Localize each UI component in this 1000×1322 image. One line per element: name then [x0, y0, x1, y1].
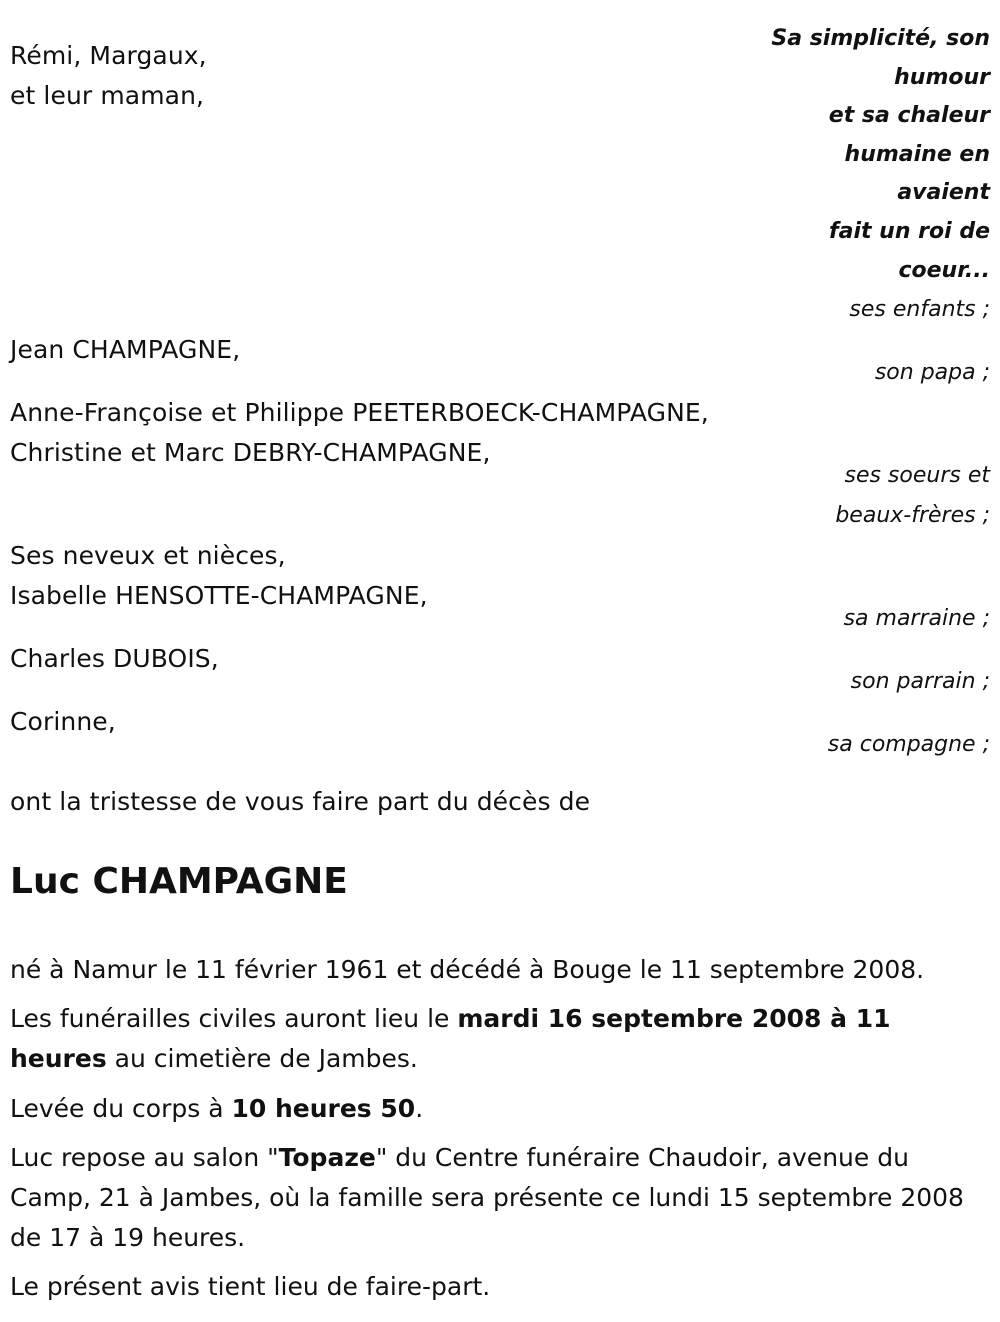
- notice-paragraph: [10, 1267, 970, 1307]
- announcement-text: ont la tristesse de vous faire part du décès de: [10, 787, 591, 816]
- funeral-suffix: au cimetière de Jambes.: [106, 1044, 418, 1073]
- rest-prefix: Luc repose au salon ": [10, 1143, 279, 1172]
- quote-line: Sa simplicité, son: [771, 26, 990, 51]
- role-father: son papa ;: [874, 360, 990, 385]
- partner-name: Corinne,: [10, 707, 116, 736]
- intro-mother: et leur maman,: [10, 81, 205, 110]
- quote-line: et sa chaleur: [828, 103, 990, 129]
- birth-death-text: né à Namur le 11 février 1961 et décédé à Bouge le 11 septembre 2008.: [10, 955, 925, 984]
- quote-line: fait un roi de: [829, 218, 990, 244]
- epitaph-quote: [710, 20, 990, 290]
- nephews-nieces: Ses neveux et nièces,: [10, 541, 286, 570]
- sister-1-name: Anne-Françoise et Philippe PEETERBOECK-CHAMPAGNE,: [10, 398, 709, 427]
- birth-death-paragraph: [10, 950, 970, 990]
- quote-line: humour: [894, 64, 990, 90]
- role-partner: sa compagne ;: [827, 732, 990, 757]
- quote-line: coeur...: [898, 257, 990, 283]
- role-sisters-line-1: ses soeurs et: [844, 463, 990, 488]
- levee-paragraph: [10, 1089, 970, 1129]
- role-godmother: sa marraine ;: [843, 606, 990, 631]
- quote-line: humaine en: [844, 141, 990, 167]
- funeral-paragraph: [10, 999, 970, 1079]
- role-children: ses enfants ;: [849, 297, 990, 322]
- levee-prefix: Levée du corps à: [10, 1094, 232, 1123]
- levee-suffix: .: [415, 1094, 424, 1123]
- role-godfather: son parrain ;: [850, 669, 990, 694]
- rest-paragraph: [10, 1138, 970, 1258]
- levee-time: 10 heures 50: [231, 1094, 416, 1123]
- funeral-prefix: Les funérailles civiles auront lieu le: [10, 1004, 458, 1033]
- father-name: Jean CHAMPAGNE,: [10, 335, 241, 364]
- quote-line: avaient: [897, 180, 990, 206]
- deceased-name: Luc CHAMPAGNE: [10, 861, 348, 902]
- godfather-name: Charles DUBOIS,: [10, 644, 219, 673]
- intro-children: Rémi, Margaux,: [10, 41, 207, 70]
- notice-text: Le présent avis tient lieu de faire-part.: [10, 1272, 491, 1301]
- funeral-date: mardi 16 septembre 2008 à 11 heures: [10, 1004, 891, 1073]
- rest-suffix: " du Centre funéraire Chaudoir, avenue du Camp, 21 à Jambes, où la famille sera présente ce lundi 15 septembre 2008 de 17 à 19 heures.: [10, 1143, 964, 1252]
- rest-salon: Topaze: [278, 1143, 376, 1172]
- godmother-name: Isabelle HENSOTTE-CHAMPAGNE,: [10, 581, 428, 610]
- role-sisters-line-2: beaux-frères ;: [835, 503, 990, 528]
- sister-2-name: Christine et Marc DEBRY-CHAMPAGNE,: [10, 438, 491, 467]
